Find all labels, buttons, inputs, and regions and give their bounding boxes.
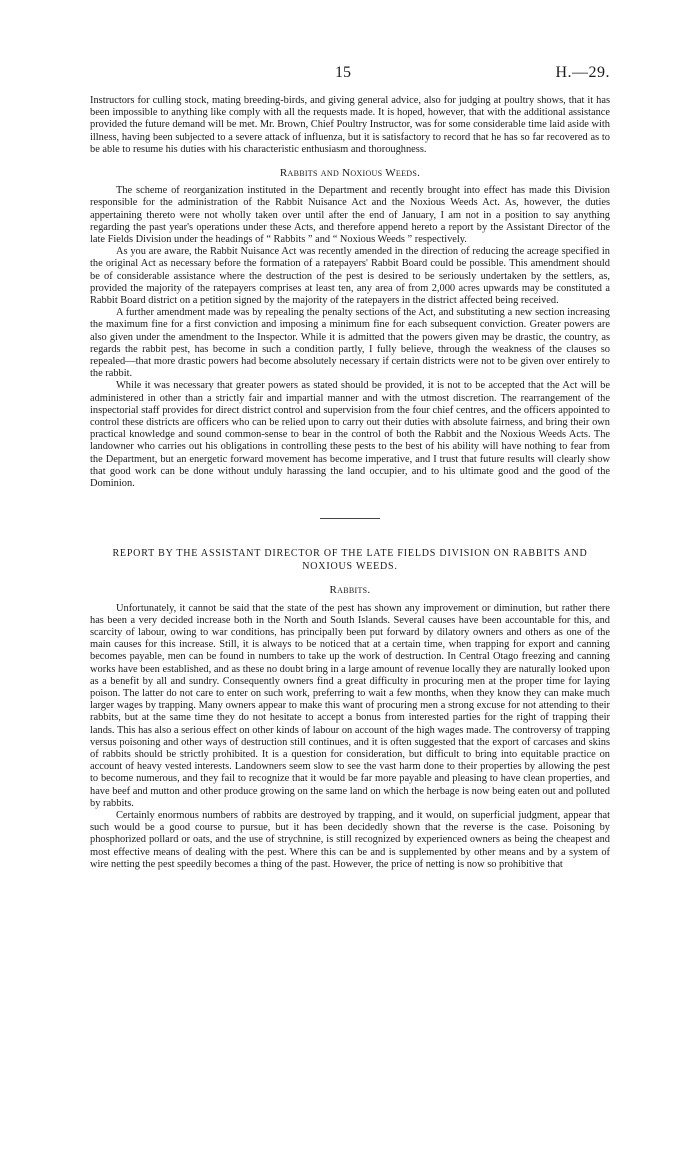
body-paragraph: Certainly enormous numbers of rabbits are destroyed by trapping, and it would, on superficial judgment, appear that such would be a good course to pursue, but it has been decidedly shown that the reverse is the case. Poisoning by phosphorized pollard or oats, and the use of strychnine, is still recognized by experienced owners as being the cheapest and most effective means of dealing with the pest. Where this can be and is supplemented by other means and by a system of wire netting the pest speedily becomes a thing of the past. However, the price of netting is now so prohibitive that	[90, 809, 610, 870]
page-header	[90, 64, 610, 84]
section-heading-rabbits-noxious-weeds: Rabbits and Noxious Weeds.	[279, 167, 421, 180]
body-paragraph: A further amendment made was by repealing the penalty sections of the Act, and substituting a new section increasing the maximum fine for a first conviction and imposing a minimum fine for each subsequent conviction. Greater powers are also given under the amendment to the Inspector. While it is admitted that the powers given may be drastic, the country, as regards the rabbit pest, has become in such a condition partly, I fully believe, through the weakness of the clauses so repealed—that more drastic powers had become absolutely necessary if certain districts were not to be given over entirely to the rabbit.	[90, 307, 610, 380]
page-content	[90, 95, 610, 871]
body-paragraph: Unfortunately, it cannot be said that the state of the pest has shown any improvement or diminution, but rather there has been a very decided increase both in the North and South Islands. Several causes have been accountable for this, and scarcity of labour, owing to war conditions, has principally been put forward by dilatory owners and others as one of the main causes for this increase. Still, it is always to be noticed that at a certain time, when trapping for export and canning becomes payable, men can be found in numbers to take up the work of destruction. In Central Otago freezing and canning works have been established, and as these no doubt bring in a large amount of revenue locally they are naturally looked upon as a benefit by all and sundry. Consequently owners find a great difficulty in procuring men at the proper time for laying poison. The latter do not care to enter on such work, preferring to wait a few months, when they know they can make much larger wages by trapping. Many owners appear to make this want of procuring men a strong excuse for not attending to their rabbits, but at the same time they do not hesitate to accept a bonus from interested parties for the right of trapping their lands. This has also a serious effect on other kinds of labour on account of the high wages made. The controversy of trapping versus poisoning and other ways of destruction still continues, and it is often suggested that the export of carcases and skins of rabbits should be strictly prohibited. It is a question for consideration, but difficult to bring into equitable practice on account of heavy vested interests. Landowners seem slow to see the vast harm done to their properties by allowing the pest to become numerous, and they fail to recognize that it would be far more payable and pleasing to have clean properties, and have beef and mutton and other produce growing on the same land on which the herbage is now being eaten out and polluted by rabbits.	[90, 602, 610, 809]
body-paragraph: The scheme of reorganization instituted in the Department and recently brought into effect has made this Division responsible for the administration of the Rabbit Nuisance Act and the Noxious Weeds Act. As, however, the duties appertaining thereto were not wholly taken over until after the end of January, I am not in a position to say anything regarding the past year's operations under these Acts, and therefore append hereto a report by the Assistant Director of the late Fields Division under the headings of “ Rabbits ” and “ Noxious Weeds ” respectively.	[90, 185, 610, 246]
body-paragraph: As you are aware, the Rabbit Nuisance Act was recently amended in the direction of reducing the acreage specified in the original Act as necessary before the formation of a ratepayers' Rabbit Board could be possible. This amendment should be of considerable assistance where the destruction of the pest is desired to be seriously undertaken by the settlers, as, provided the majority of the ratepayers comprises at least ten, any area of from 2,000 acres upwards may be constituted a Rabbit Board district on a petition signed by the majority of the ratepayers in the district affected being received.	[90, 246, 610, 307]
body-paragraph: While it was necessary that greater powers as stated should be provided, it is not to be accepted that the Act will be administered in other than a strictly fair and impartial manner and with the utmost discretion. The rearrangement of the inspectorial staff provides for direct district control and supervision from the four chief centres, and the officers appointed to control these districts are officers who can be relied upon to carry out their duties with absolute fairness, and bring their own practical knowledge and sound common-sense to bear in the control of both the Rabbit and the Noxious Weeds Acts. The landowner who carries out his obligations in controlling these pests to the best of his ability will have nothing to fear from the Department, but an energetic forward movement has become imperative, and I trust that future results will clearly show that good work can be done without unduly harassing the land occupier, and to his ultimate good and the good of the Dominion.	[90, 380, 610, 490]
section-divider	[320, 518, 380, 519]
continued-paragraph: Instructors for culling stock, mating breeding-birds, and giving general advice, also for judging at poultry shows, that it has been impossible to anything like comply with all the requests made. It is hoped, however, that with the additional assistance provided the future demand will be met. Mr. Brown, Chief Poultry Instructor, was for some considerable time laid aside with illness, having been subjected to a severe attack of influenza, but it is satisfactory to record that he has so far recovered as to be able to resume his duties with his characteristic enthusiasm and thoroughness.	[90, 95, 610, 155]
document-reference: H.—29.	[555, 64, 610, 81]
report-title: REPORT BY THE ASSISTANT DIRECTOR OF THE LATE FIELDS DIVISION ON RABBITS AND NOXIOUS WEEDS.	[112, 548, 588, 573]
page-number: 15	[335, 64, 351, 81]
section-heading-rabbits: Rabbits.	[329, 584, 371, 597]
